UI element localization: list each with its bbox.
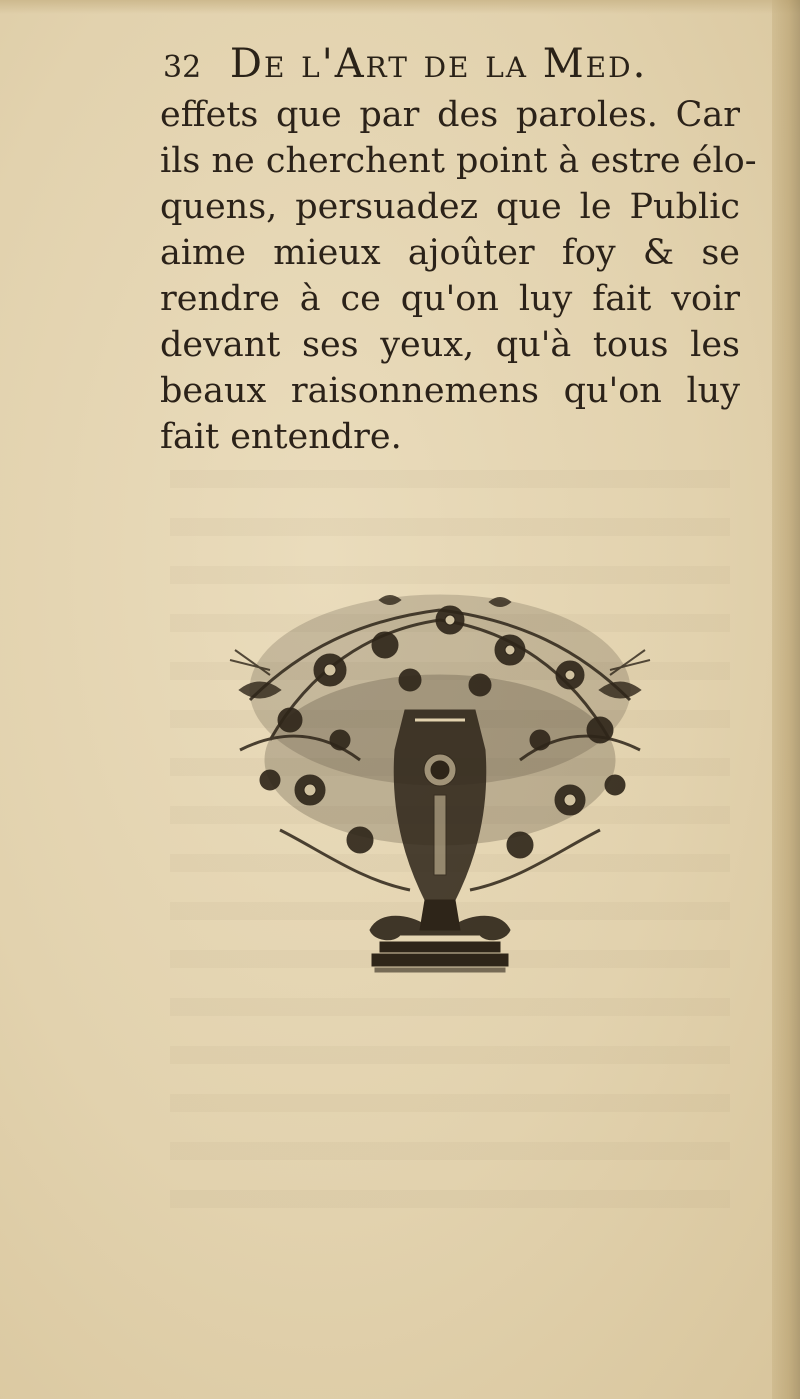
text-line: devant ses yeux, qu'à tous les: [160, 325, 740, 365]
page-number: 32: [163, 50, 202, 85]
running-header: [163, 40, 723, 88]
text-line: effets que par des paroles. Car: [160, 95, 740, 135]
text-line: aime mieux ajoûter foy & se: [160, 233, 740, 273]
body-text: [160, 92, 757, 460]
floral-vase-ornament-icon: [210, 590, 670, 990]
page-top-shadow: [0, 0, 800, 14]
text-line: beaux raisonnemens qu'on luy: [160, 371, 740, 411]
text-line: ils ne cherchent point à estre élo-: [160, 141, 757, 181]
text-line: rendre à ce qu'on luy fait voir: [160, 279, 740, 319]
running-title: De l'Art de la Med.: [229, 41, 648, 87]
text-line: fait entendre.: [160, 417, 402, 457]
text-line: quens, persuadez que le Public: [160, 187, 740, 227]
page-gutter-edge: [772, 0, 800, 1399]
